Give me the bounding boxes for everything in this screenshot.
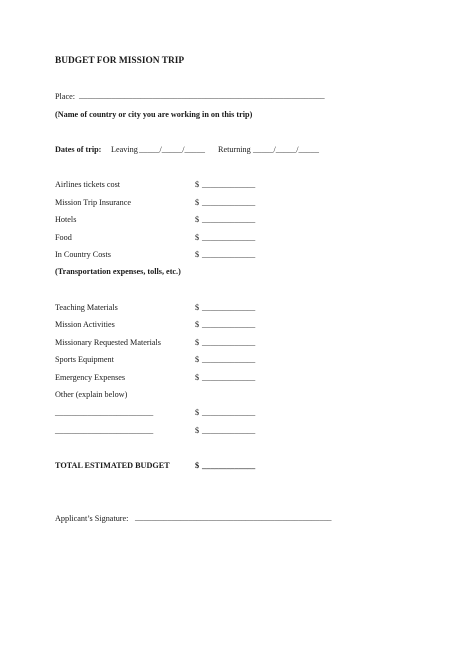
currency-symbol: $ [195,233,200,242]
amount-field[interactable]: _____________ [202,320,256,329]
currency-symbol: $ [195,215,200,224]
amount-field[interactable]: _____________ [202,250,256,259]
amount-field[interactable]: _____________ [202,338,256,347]
form-title: BUDGET FOR MISSION TRIP [55,56,185,66]
amount-field[interactable]: _____________ [202,408,256,417]
amount-field[interactable]: _____________ [202,215,256,224]
currency-symbol: $ [195,408,200,417]
other-description-field[interactable]: ________________________ [55,408,154,417]
currency-symbol: $ [195,180,200,189]
amount-field[interactable]: _____________ [202,198,256,207]
leaving-date-field[interactable]: _____/_____/_____ [139,145,205,154]
signature-label: Applicant’s Signature: [55,514,129,523]
item-label: Hotels [55,215,77,224]
dates-label: Dates of trip: [55,145,102,154]
item-label: Mission Trip Insurance [55,198,131,207]
place-label: Place: [55,92,76,101]
other-label: Other (explain below) [55,390,128,399]
place-note: (Name of country or city you are working in on this trip) [55,110,253,119]
item-label: Sports Equipment [55,355,114,364]
total-label: TOTAL ESTIMATED BUDGET [55,461,170,470]
item-label: Airlines tickets cost [55,180,121,189]
item-label: Food [55,233,72,242]
currency-symbol: $ [195,198,200,207]
returning-label: Returning [218,145,251,154]
amount-field[interactable]: _____________ [202,180,256,189]
signature-field[interactable]: ________________________________________________ [135,513,332,522]
amount-field[interactable]: _____________ [202,426,256,435]
currency-symbol: $ [195,338,200,347]
amount-field[interactable]: _____________ [202,233,256,242]
amount-field[interactable]: _____________ [202,355,256,364]
total-currency-symbol: $ [195,461,200,470]
total-amount-field[interactable]: _____________ [202,461,256,470]
other-description-field[interactable]: ________________________ [55,426,154,435]
currency-symbol: $ [195,303,200,312]
transport-note: (Transportation expenses, tolls, etc.) [55,267,181,276]
item-label: Teaching Materials [55,303,118,312]
place-field[interactable]: ____________________________________________________________ [79,91,325,100]
item-label: Mission Activities [55,320,115,329]
currency-symbol: $ [195,250,200,259]
amount-field[interactable]: _____________ [202,373,256,382]
currency-symbol: $ [195,320,200,329]
amount-field[interactable]: _____________ [202,303,256,312]
leaving-label: Leaving [111,145,138,154]
currency-symbol: $ [195,426,200,435]
item-label: Emergency Expenses [55,373,126,382]
currency-symbol: $ [195,373,200,382]
item-label: In Country Costs [55,250,111,259]
item-label: Missionary Requested Materials [55,338,161,347]
returning-date-field[interactable]: _____/_____/_____ [253,145,319,154]
currency-symbol: $ [195,355,200,364]
